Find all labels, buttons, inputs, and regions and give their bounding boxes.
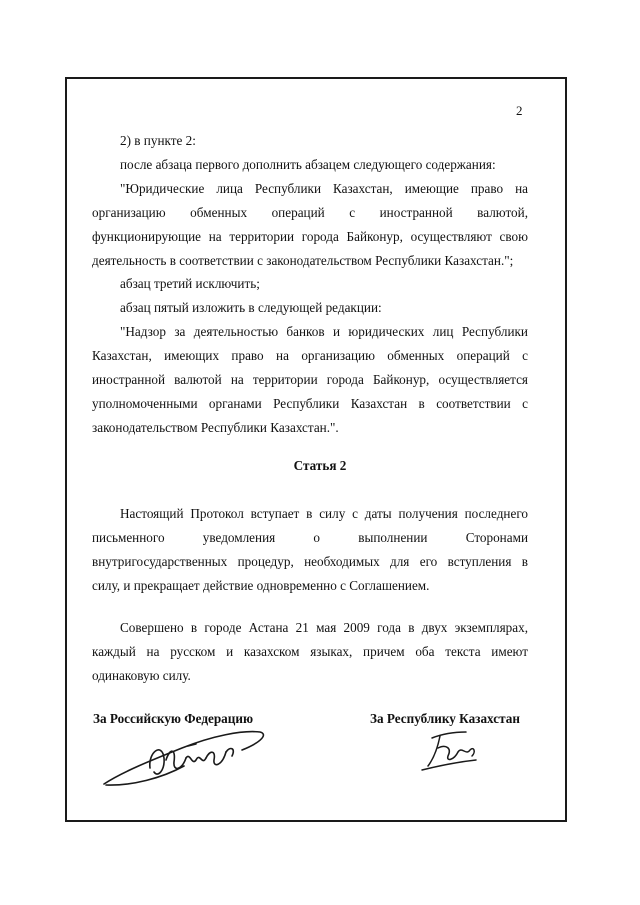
supervision-line-5: законодательством Республики Казахстан.". [92, 420, 339, 435]
entry-into-force-line-1: Настоящий Протокол вступает в силу с даты получения последнего [120, 506, 528, 521]
after-first-paragraph-instruction: после абзаца первого дополнить абзацем следующего содержания: [120, 157, 496, 172]
supervision-line-1: "Надзор за деятельностью банков и юридических лиц Республики [120, 324, 528, 339]
done-at-line-1: Совершено в городе Астана 21 мая 2009 года в двух экземплярах, [120, 620, 528, 635]
article-2-heading: Статья 2 [293, 458, 347, 473]
entry-into-force-line-4: силу, и прекращает действие одновременно с Соглашением. [92, 578, 430, 593]
supervision-line-2: Казахстан, имеющих право на организацию обменных операций с [92, 348, 528, 363]
new-paragraph-line-4: деятельность в соответствии с законодательством Республики Казахстан."; [92, 253, 514, 268]
third-paragraph-instruction: абзац третий исключить; [120, 276, 260, 291]
signature-russia-handwritten [92, 722, 277, 794]
entry-into-force-line-2: письменного уведомления о выполнении Сторонами [92, 530, 528, 545]
new-paragraph-line-1: "Юридические лица Республики Казахстан, имеющие право на [120, 181, 528, 196]
done-at-line-2: каждый на русском и казахском языках, причем оба текста имеют [92, 644, 528, 659]
entry-into-force-line-3: внутригосударственных процедур, необходимых для его вступления в [92, 554, 528, 569]
fifth-paragraph-instruction: абзац пятый изложить в следующей редакции: [120, 300, 382, 315]
new-paragraph-line-3: функционирующие на территории города Байконур, осуществляют свою [92, 229, 528, 244]
signature-label-russia: За Российскую Федерацию [93, 711, 254, 726]
supervision-line-4: уполномоченными органами Республики Казахстан в соответствии с [92, 396, 528, 411]
done-at-line-3: одинаковую силу. [92, 668, 191, 683]
new-paragraph-line-2: организацию обменных операций с иностранной валютой, [92, 205, 528, 220]
page-number: 2 [516, 103, 523, 118]
supervision-line-3: иностранной валютой на территории города Байконур, осуществляется [92, 372, 528, 387]
signature-label-kazakhstan: За Республику Казахстан [370, 711, 520, 726]
signature-kazakhstan-handwritten [418, 726, 488, 776]
point-2-label: 2) в пункте 2: [120, 133, 196, 148]
